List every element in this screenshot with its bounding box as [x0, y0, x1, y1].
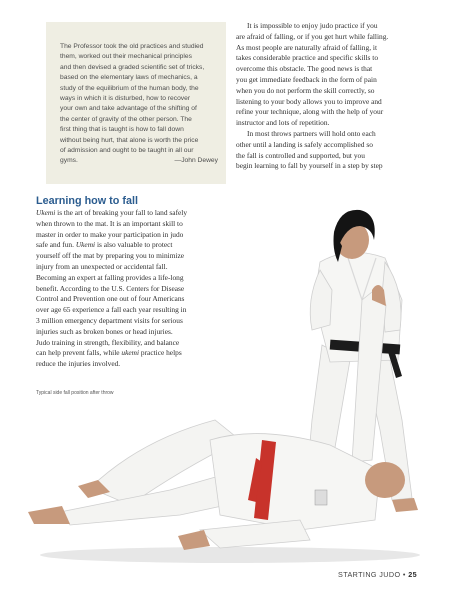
paragraph-line: benefit. According to the U.S. Centers for Disease: [36, 283, 185, 293]
line-text: practice helps: [139, 348, 182, 358]
paragraph-line: injuries such as broken bones or head injuries.: [36, 326, 173, 336]
quote-last-line: [60, 156, 218, 166]
paragraph-line: other until a landing is safely accomplished so: [236, 139, 373, 149]
paragraph-line: begin learning to fall by yourself in a step by step: [236, 161, 383, 171]
paragraph-line: over age 65 experience a fall each year resulting in: [36, 305, 187, 315]
quote-line: gyms.: [60, 157, 78, 165]
paragraph-line: As most people are naturally afraid of falling, it: [236, 42, 377, 52]
ukemi-term: Ukemi: [75, 240, 96, 250]
paragraph-line: overcome this obstacle. The good news is that: [236, 64, 373, 74]
left-column-text: [36, 208, 236, 370]
ukemi-term: Ukemi: [36, 208, 56, 217]
quote-line: ways in which it is disturbed, how to recover: [60, 95, 191, 103]
right-column-text: [236, 21, 416, 172]
paragraph-line: refine your technique, along with the help of your: [236, 107, 384, 117]
paragraph-line: It is impossible to enjoy judo practice if you: [247, 21, 378, 30]
book-title: STARTING JUDO: [338, 570, 401, 579]
quote-line: The Professor took the old practices and studied: [60, 43, 204, 50]
line-text: safe and fun.: [36, 240, 76, 250]
paragraph-line: the fall is controlled and supported, but you: [236, 150, 365, 160]
paragraph-line: master in order to make your participation in judo: [36, 229, 184, 239]
quote-box: [46, 22, 226, 184]
paragraph-line: instructor and lots of repetition.: [236, 118, 330, 128]
quote-line: first thing that is taught is how to fall down: [60, 126, 184, 134]
paragraph-line: Becoming an expert at falling provides a life-long: [36, 272, 184, 282]
paragraph-line: when you do not perform the skill correctly, so: [236, 85, 375, 95]
paragraph-line: are afraid of falling, or if you get hurt while falling.: [236, 31, 389, 41]
footer-separator: •: [402, 570, 406, 579]
line-text: can help prevent falls, while: [36, 348, 122, 358]
quote-line: your own and take advantage of the shifting of: [60, 105, 197, 113]
paragraph-line: takes considerable practice and specific skills to: [236, 53, 379, 63]
quote-line: study of the equilibrium of the human body, the: [60, 84, 199, 92]
quote-text: [60, 42, 218, 167]
quote-line: of admission and ought to be taught in all our: [60, 147, 194, 155]
photo-caption: Typical side fall position after throw: [36, 390, 114, 396]
quote-line: them, worked out their mechanical principles: [60, 53, 192, 61]
quote-line: and then devised a graded scientific set of tricks,: [60, 63, 205, 71]
paragraph-line: yourself off the mat by preparing you to minimize: [36, 251, 185, 261]
paragraph-line: Judo training in strength, flexibility, and balance: [36, 337, 180, 347]
page-number: 25: [408, 570, 417, 579]
paragraph-line: [36, 208, 236, 219]
section-heading: Learning how to fall: [36, 195, 138, 207]
paragraph-line: injury from an unexpected or accidental fall.: [36, 261, 168, 271]
paragraph-line: listening to your body allows you to improve and: [236, 96, 382, 106]
quote-line: without being hurt, that alone is worth the price: [60, 136, 199, 144]
ukemi-term: ukemi: [121, 348, 140, 358]
paragraph-line: when thrown to the mat. It is an important skill to: [36, 218, 183, 228]
paragraph-line: [36, 348, 236, 359]
page-footer: [338, 570, 417, 579]
quote-line: based on the elementary laws of mechanics, a: [60, 74, 198, 82]
quote-line: the center of gravity of the other person. The: [60, 115, 192, 123]
quote-attribution: —John Dewey: [174, 157, 218, 165]
line-text: is the art of breaking your fall to land safely: [55, 208, 188, 217]
paragraph-line: you get immediate feedback in the form of pain: [236, 74, 377, 84]
paragraph-line: Control and Prevention one out of four Americans: [36, 294, 185, 304]
line-text: is also valuable to protect: [95, 240, 173, 250]
paragraph-line: 3 million emergency department visits for serious: [36, 315, 183, 325]
paragraph-line: [36, 240, 236, 251]
paragraph-line: reduce the injuries involved.: [36, 359, 121, 369]
paragraph-line: In most throws partners will hold onto each: [247, 128, 376, 138]
